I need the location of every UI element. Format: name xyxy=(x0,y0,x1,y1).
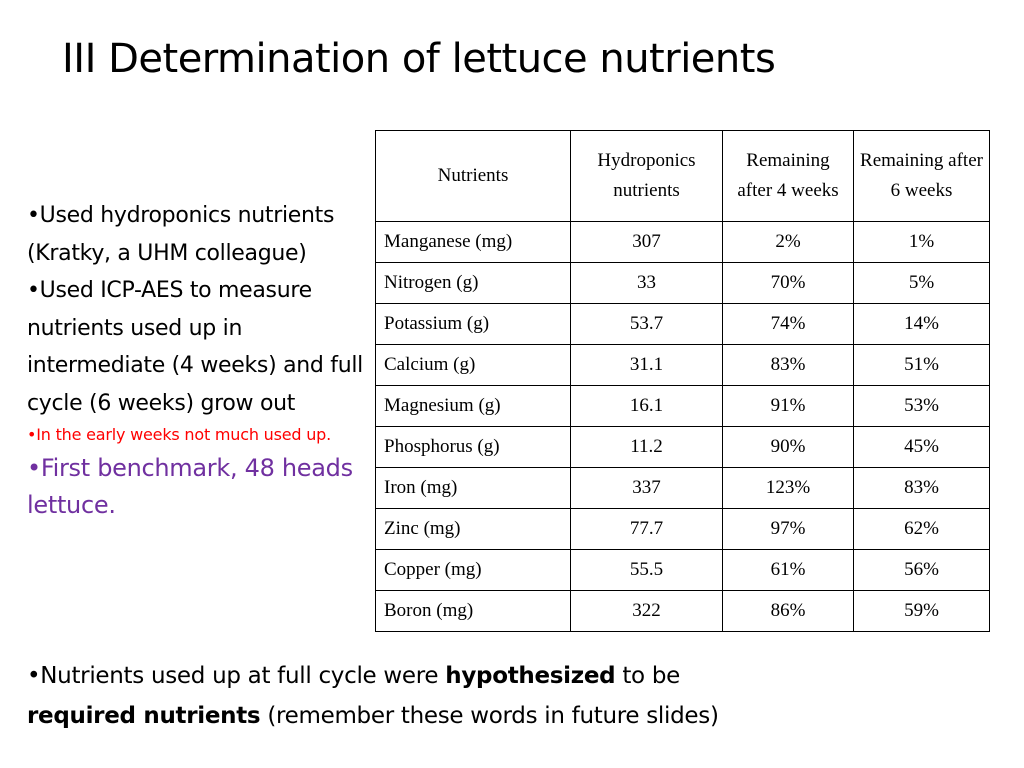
table-row xyxy=(376,550,990,591)
cell-after-6-weeks: 14% xyxy=(854,304,990,345)
conclusion-prefix: •Nutrients used up at full cycle were xyxy=(27,663,446,689)
cell-hydroponics-value: 307 xyxy=(571,222,723,263)
cell-nutrient-name: Potassium (g) xyxy=(376,304,571,345)
cell-hydroponics-value: 33 xyxy=(571,263,723,304)
cell-after-6-weeks: 5% xyxy=(854,263,990,304)
header-hydroponics: Hydroponics nutrients xyxy=(571,131,723,222)
cell-after-6-weeks: 56% xyxy=(854,550,990,591)
header-after-4-weeks: Remaining after 4 weeks xyxy=(723,131,854,222)
cell-nutrient-name: Boron (mg) xyxy=(376,591,571,632)
cell-after-6-weeks: 1% xyxy=(854,222,990,263)
table-row xyxy=(376,386,990,427)
header-after-6-weeks: Remaining after 6 weeks xyxy=(854,131,990,222)
cell-nutrient-name: Magnesium (g) xyxy=(376,386,571,427)
conclusion-required-nutrients: required nutrients xyxy=(27,703,261,729)
cell-after-6-weeks: 53% xyxy=(854,386,990,427)
cell-after-4-weeks: 86% xyxy=(723,591,854,632)
cell-after-4-weeks: 70% xyxy=(723,263,854,304)
bottom-conclusion xyxy=(27,656,927,736)
cell-hydroponics-value: 53.7 xyxy=(571,304,723,345)
cell-hydroponics-value: 16.1 xyxy=(571,386,723,427)
table-row xyxy=(376,427,990,468)
cell-nutrient-name: Phosphorus (g) xyxy=(376,427,571,468)
slide-title: III Determination of lettuce nutrients xyxy=(62,36,776,82)
cell-after-6-weeks: 83% xyxy=(854,468,990,509)
cell-after-4-weeks: 74% xyxy=(723,304,854,345)
table-header-row xyxy=(376,131,990,222)
cell-after-6-weeks: 45% xyxy=(854,427,990,468)
conclusion-suffix: (remember these words in future slides) xyxy=(260,703,719,729)
cell-nutrient-name: Iron (mg) xyxy=(376,468,571,509)
bullet-hydroponics: •Used hydroponics nutrients (Kratky, a UHM colleague) xyxy=(27,203,335,266)
cell-after-4-weeks: 97% xyxy=(723,509,854,550)
table-row xyxy=(376,263,990,304)
bullet-first-benchmark: •First benchmark, 48 heads lettuce. xyxy=(27,454,353,519)
cell-after-4-weeks: 90% xyxy=(723,427,854,468)
bullet-early-weeks-note: •In the early weeks not much used up. xyxy=(27,425,331,444)
cell-after-4-weeks: 2% xyxy=(723,222,854,263)
header-nutrients: Nutrients xyxy=(376,131,571,222)
cell-hydroponics-value: 322 xyxy=(571,591,723,632)
conclusion-middle: to be xyxy=(615,663,680,689)
cell-after-4-weeks: 83% xyxy=(723,345,854,386)
cell-after-4-weeks: 61% xyxy=(723,550,854,591)
table-row xyxy=(376,509,990,550)
table-row xyxy=(376,468,990,509)
table-row xyxy=(376,222,990,263)
cell-after-6-weeks: 62% xyxy=(854,509,990,550)
left-bullet-list xyxy=(27,197,367,524)
table-row xyxy=(376,591,990,632)
bullet-icp-aes: •Used ICP-AES to measure nutrients used up in intermediate (4 weeks) and full cycle (6 weeks) grow out xyxy=(27,278,363,416)
cell-hydroponics-value: 55.5 xyxy=(571,550,723,591)
cell-after-6-weeks: 59% xyxy=(854,591,990,632)
cell-after-4-weeks: 123% xyxy=(723,468,854,509)
cell-nutrient-name: Copper (mg) xyxy=(376,550,571,591)
table-row xyxy=(376,304,990,345)
cell-nutrient-name: Manganese (mg) xyxy=(376,222,571,263)
nutrients-table xyxy=(375,130,990,632)
cell-nutrient-name: Calcium (g) xyxy=(376,345,571,386)
cell-hydroponics-value: 337 xyxy=(571,468,723,509)
cell-nutrient-name: Nitrogen (g) xyxy=(376,263,571,304)
cell-hydroponics-value: 11.2 xyxy=(571,427,723,468)
cell-after-4-weeks: 91% xyxy=(723,386,854,427)
cell-nutrient-name: Zinc (mg) xyxy=(376,509,571,550)
table-row xyxy=(376,345,990,386)
cell-hydroponics-value: 31.1 xyxy=(571,345,723,386)
conclusion-hypothesized: hypothesized xyxy=(445,663,616,689)
cell-hydroponics-value: 77.7 xyxy=(571,509,723,550)
cell-after-6-weeks: 51% xyxy=(854,345,990,386)
